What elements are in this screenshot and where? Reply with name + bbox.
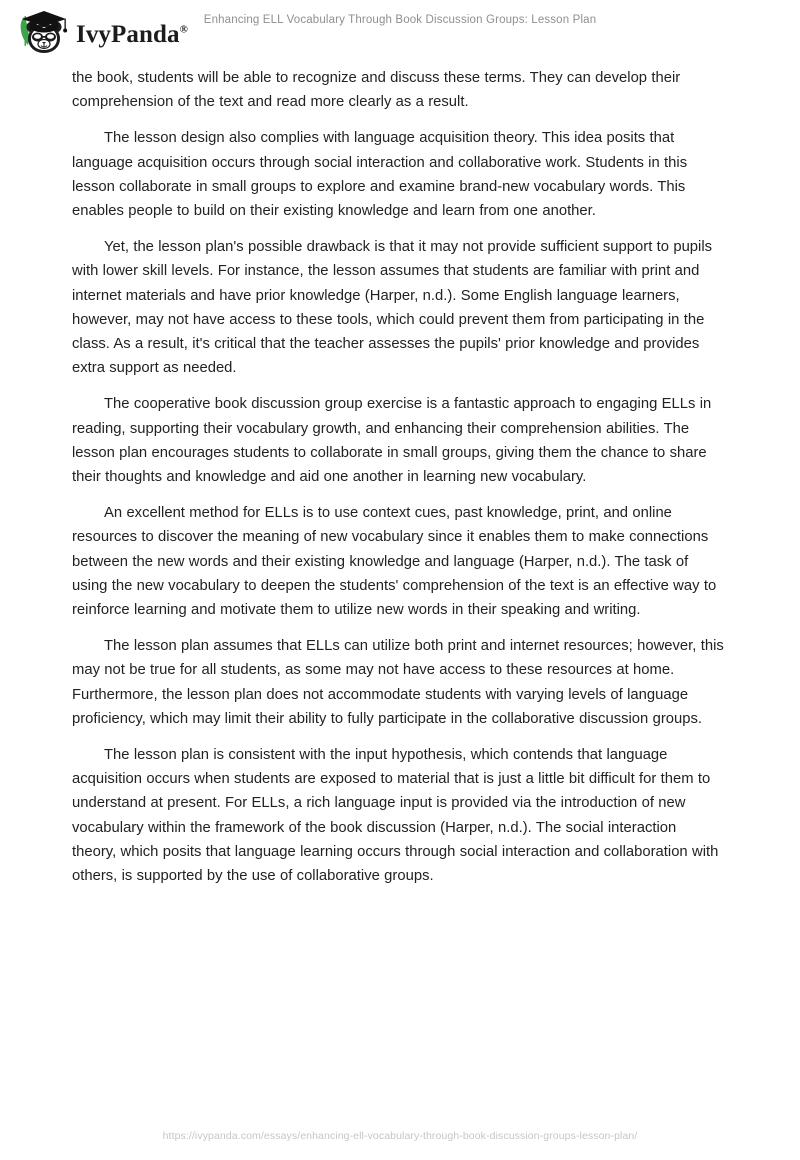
page-footer	[0, 1126, 800, 1144]
paragraph: The lesson plan assumes that ELLs can utilize both print and internet resources; however, this may not be true for all students, as some may not have access to these resources at home. Furthermore, the lesson plan does not accommodate students with varying levels of language proficiency, which may limit their ability to fully participate in the collaborative discussion groups.	[72, 638, 724, 727]
source-url[interactable]: https://ivypanda.com/essays/enhancing-ell-vocabulary-through-book-discussion-groups-lesson-plan/	[162, 1130, 638, 1142]
paragraph: The lesson plan is consistent with the input hypothesis, which contends that language acquisition occurs when students are exposed to material that is just a little bit difficult for them to understand at present. For ELLs, a rich language input is provided via the introduction of new vocabulary within the framework of the book discussion (Harper, n.d.). The social interaction theory, which posits that language learning occurs through social interaction and collaboration with others, is supported by the use of collaborative groups.	[72, 747, 719, 885]
brand-name-text: IvyPanda	[76, 20, 180, 48]
paragraph: The lesson design also complies with language acquisition theory. This idea posits that language acquisition occurs through social interaction and collaborative work. Students in this lesson collaborate in small groups to explore and examine brand-new vocabulary words. This enables people to build on their existing knowledge and learn from one another.	[72, 130, 688, 220]
registered-trademark-symbol: ®	[179, 23, 188, 36]
page-header	[0, 0, 800, 62]
paragraph-continuation: the book, students will be able to recognize and discuss these terms. They can develop their comprehension of the text and read more clearly as a result.	[72, 70, 681, 111]
document-title: Enhancing ELL Vocabulary Through Book Discussion Groups: Lesson Plan	[203, 14, 597, 26]
paragraph: The cooperative book discussion group exercise is a fantastic approach to engaging ELLs in reading, supporting their vocabulary growth, and enhancing their comprehension abilities. The lesson plan encourages students to collaborate in small groups, giving them the chance to share their thoughts and knowledge and aid one another in learning new vocabulary.	[72, 396, 712, 486]
document-body	[72, 66, 724, 888]
paragraph: An excellent method for ELLs is to use context cues, past knowledge, print, and online resources to discover the meaning of new vocabulary since it enables them to make connections between the new words and their existing knowledge and language (Harper, n.d.). The task of using the new vocabulary to deepen the students' comprehension of the text is an effective way to reinforce learning and motivate them to utilize new words in their speaking and writing.	[72, 505, 717, 619]
paragraph: Yet, the lesson plan's possible drawback is that it may not provide sufficient support to pupils with lower skill levels. For instance, the lesson assumes that students are familiar with print and internet materials and have prior knowledge (Harper, n.d.). Some English language learners, however, may not have access to these tools, which could prevent them from participating in the class. As a result, it's critical that the teacher assesses the pupils' prior knowledge and provides extra support as needed.	[72, 239, 713, 377]
